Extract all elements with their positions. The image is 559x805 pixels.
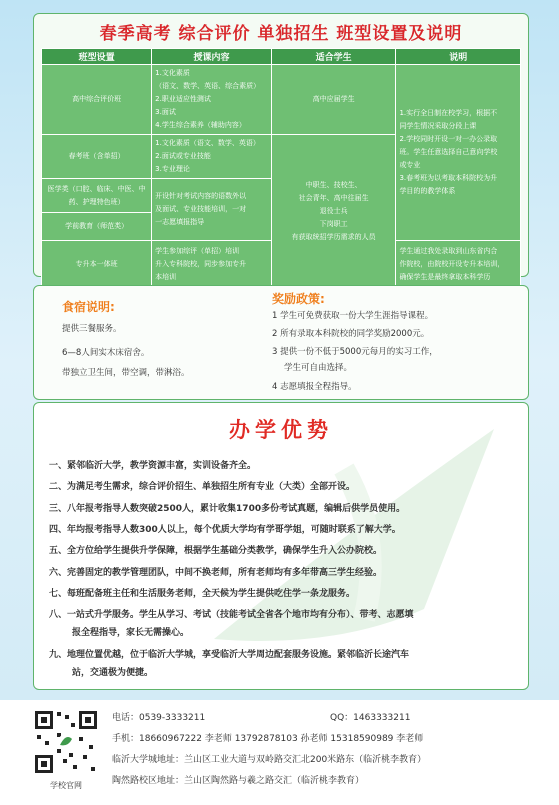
qr-label: 学校官网 bbox=[50, 781, 82, 790]
class-name-cell: 春考班（含单招） bbox=[42, 135, 152, 179]
cell-line: 及面试、专业技能培训，一对 bbox=[155, 205, 247, 213]
cell-line: 一志愿填报指导 bbox=[155, 218, 205, 226]
contact-footer bbox=[0, 700, 559, 805]
reward-line: 1 学生可免费获取一份大学生涯指导课程。 bbox=[272, 311, 434, 321]
cell-line: 2.面试或专业技能 bbox=[155, 152, 211, 160]
cell-line: 2.职业适应性测试 bbox=[155, 95, 211, 103]
table-row bbox=[42, 65, 521, 135]
page-title: 春季高考 综合评价 单独招生 班型设置及说明 bbox=[99, 24, 463, 44]
reward-line: 3 提供一份不低于5000元每月的实习工作， bbox=[272, 347, 438, 357]
students-cell: 高中应届学生 bbox=[271, 65, 396, 135]
class-setup-panel bbox=[33, 13, 529, 281]
advantage-item: 八、一站式升学服务。学生从学习、考试（技能考试全省各个地市均有分布）、带考、志愿填 bbox=[49, 610, 414, 620]
advantage-item: 站，交通极为便捷。 bbox=[72, 668, 154, 678]
cell-line: 2.学校同时开设一对一办公录取 bbox=[399, 135, 498, 143]
content-cell bbox=[152, 179, 272, 241]
table-header: 适合学生 bbox=[271, 49, 396, 65]
advantage-item: 六、完善固定的教学管理团队，中间不换老师，所有老师均有多年带高三学生经验。 bbox=[49, 568, 383, 578]
class-name-cell: 学前教育（师范类） bbox=[42, 213, 152, 241]
content-cell bbox=[152, 135, 272, 179]
lodging-line: 6—8人间实木床宿舍。 bbox=[62, 348, 150, 358]
cell-line: 4.学生综合素养（辅助内容） bbox=[155, 121, 246, 129]
qr-code-icon bbox=[33, 709, 99, 775]
class-name-cell: 专升本一体班 bbox=[42, 241, 152, 289]
table-header: 班型设置 bbox=[42, 49, 152, 65]
advantage-item: 七、每班配备班主任和生活服务老师，全天候为学生提供吃住学一条龙服务。 bbox=[49, 589, 356, 599]
phone-text: 电话：0539-3333211 bbox=[112, 713, 206, 723]
cell-line: 或专业 bbox=[399, 161, 421, 169]
cell-line: （语文、数学、英语、综合素质） bbox=[155, 82, 261, 90]
cell-line: 升入专科院校，同步参加专升 bbox=[155, 260, 247, 268]
cell-line: 3.专业理论 bbox=[155, 165, 190, 173]
advantage-item: 报全程指导，家长无需操心。 bbox=[72, 628, 190, 638]
cell-line: 学生通过我处录取到山东省内合 bbox=[399, 247, 498, 255]
reward-line: 4 志愿填报全程指导。 bbox=[272, 382, 357, 392]
lodging-line: 带独立卫生间，带空调，带淋浴。 bbox=[62, 368, 190, 378]
table-header: 说明 bbox=[396, 49, 521, 65]
cell-line: 社会青年、高中往届生 bbox=[298, 194, 369, 202]
reward-line: 学生可自由选择。 bbox=[284, 363, 353, 373]
class-name-cell: 医学类（口腔、临床、中医、中药、护理特色班） bbox=[42, 179, 152, 213]
cell-line: 作院校，由院校开设专升本培训， bbox=[399, 260, 505, 268]
cell-line: 3.春考班为以考取本科院校为升 bbox=[399, 174, 498, 182]
advantage-item: 四、年均报考指导人数300人以上，每个优质大学均有学哥学姐，可随时联系了解大学。 bbox=[49, 525, 401, 535]
students-cell bbox=[271, 135, 396, 289]
advantage-item: 二、为满足考生需求，综合评价招生、单独招生所有专业（大类）全部开设。 bbox=[49, 482, 356, 492]
cell-line: 1.实行全日制在校学习，根据不 bbox=[399, 109, 498, 117]
notes-cell bbox=[396, 241, 521, 289]
cell-line: 学生参加综评（单招）培训 bbox=[155, 247, 240, 255]
class-table bbox=[41, 48, 521, 289]
lodging-heading: 食宿说明: bbox=[62, 300, 115, 314]
table-header-row bbox=[42, 49, 521, 65]
lodging-reward-panel bbox=[33, 285, 529, 400]
reward-heading: 奖励政策: bbox=[272, 292, 325, 306]
cell-line: 学目的的教学体系 bbox=[399, 187, 456, 195]
cell-line: 3.面试 bbox=[155, 108, 176, 116]
content-cell bbox=[152, 241, 272, 289]
cell-line: 有获取统招学历需求的人员 bbox=[291, 233, 376, 241]
cell-line: 确保学生是最终拿取本科学历 bbox=[399, 273, 491, 281]
reward-line: 2 所有录取本科院校的同学奖励2000元。 bbox=[272, 329, 430, 339]
cell-line: 退役士兵 bbox=[319, 207, 348, 215]
cell-line: 同学生情况采取分段上课 bbox=[399, 122, 477, 130]
cell-line: 中职生、技校生、 bbox=[305, 181, 362, 189]
class-name-cell: 高中综合评价班 bbox=[42, 65, 152, 135]
advantage-item: 五、全方位给学生提供升学保障，根据学生基础分类教学，确保学生升入公办院校。 bbox=[49, 546, 383, 556]
qq-text: QQ：1463333211 bbox=[330, 713, 411, 723]
advantage-item: 三、八年报考指导人数突破2500人，累计收集1700多份考试真题，编辑后供学员使用。 bbox=[49, 504, 406, 514]
cell-line: 1.文化素质 bbox=[155, 69, 190, 77]
mobile-text: 手机：18660967222 李老师 13792878103 孙老师 15318590989 李老师 bbox=[112, 734, 424, 744]
advantage-item: 一、紧邻临沂大学，教学资源丰富，实训设备齐全。 bbox=[49, 461, 257, 471]
advantage-item: 九、地理位置优越，位于临沂大学城，享受临沂大学周边配套服务设施。紧邻临沂长途汽车 bbox=[49, 650, 410, 660]
content-cell bbox=[152, 65, 272, 135]
address-line: 临沂大学城地址：兰山区工业大道与双岭路交汇北200米路东（临沂桃李教育） bbox=[112, 755, 427, 765]
advantages-title: 办学优势 bbox=[229, 418, 333, 442]
cell-line: 1.文化素质（语文、数学、英语） bbox=[155, 139, 260, 147]
cell-line: 开设针对考试内容的语数外以 bbox=[155, 192, 247, 200]
notes-cell bbox=[396, 65, 521, 241]
cell-line: 本培训 bbox=[155, 273, 177, 281]
address-line: 陶然路校区地址：兰山区陶然路与羲之路交汇（临沂桃李教育） bbox=[112, 776, 365, 786]
advantages-panel bbox=[33, 402, 529, 690]
table-header: 授课内容 bbox=[152, 49, 272, 65]
lodging-line: 提供三餐服务。 bbox=[62, 324, 122, 334]
cell-line: 班。学生任意选择自己意向学校 bbox=[399, 148, 498, 156]
cell-line: 下岗职工 bbox=[319, 220, 348, 228]
